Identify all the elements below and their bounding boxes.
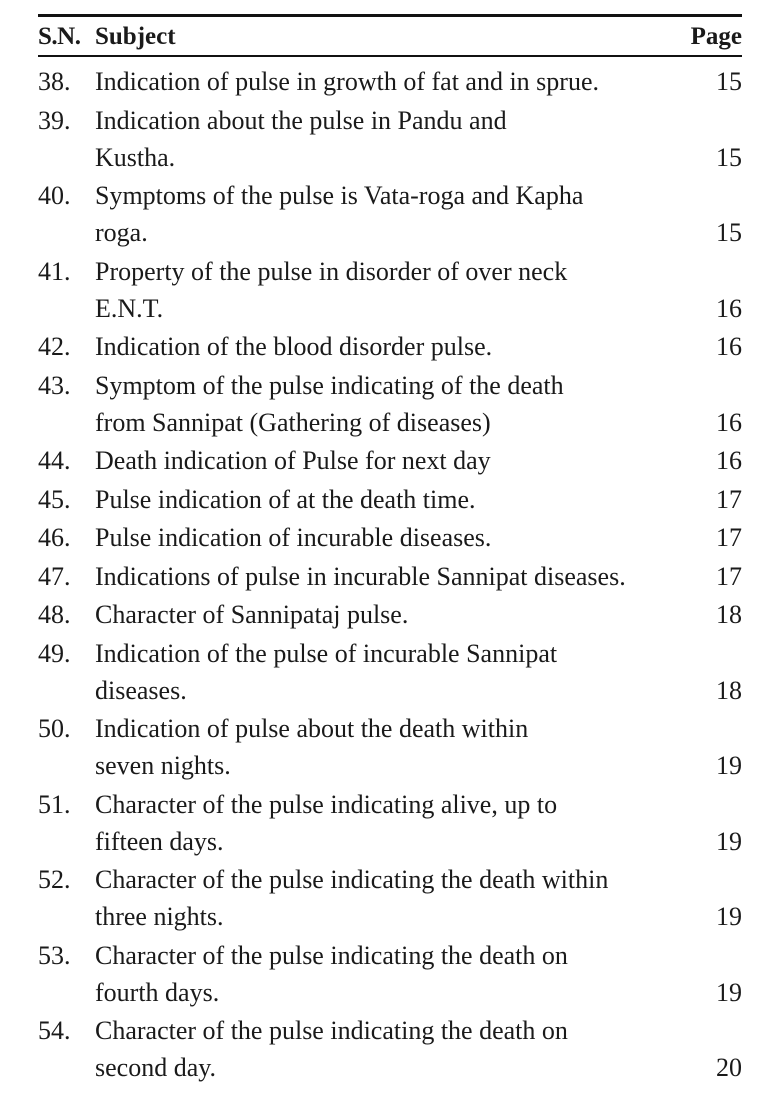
entry-subject-line: seven nights. — [95, 751, 231, 780]
entry-subject-line: roga. — [95, 218, 148, 247]
list-item — [38, 596, 742, 633]
entry-subject-line: Character of the pulse indicating the death on — [95, 940, 568, 970]
entry-subject — [95, 481, 698, 518]
entry-number: 43. — [38, 370, 71, 400]
entry-subject-line: fourth days. — [95, 977, 220, 1007]
list-item — [38, 786, 742, 860]
entry-subject — [95, 519, 698, 556]
entry-page: 16 — [716, 446, 742, 475]
entry-number: 42. — [38, 332, 71, 361]
entry-page: 19 — [716, 826, 742, 856]
entry-page: 19 — [716, 902, 742, 931]
entry-page: 18 — [716, 675, 742, 705]
entry-number: 53. — [38, 940, 71, 970]
entry-subject-line: Indication of pulse in growth of fat and in sprue. — [95, 67, 599, 96]
list-item — [38, 861, 742, 935]
entry-subject — [95, 861, 698, 935]
entry-subject-line: Character of the pulse indicating the death within — [95, 865, 609, 894]
list-item — [38, 635, 742, 709]
list-item — [38, 328, 742, 365]
entry-subject-line: Indication about the pulse in Pandu and — [95, 105, 507, 135]
entry-subject — [95, 635, 698, 709]
entry-subject-line: Indication of pulse about the death within — [95, 714, 529, 743]
entry-subject-line: Indication of the pulse of incurable Sannipat — [95, 638, 558, 668]
entry-number: 44. — [38, 446, 71, 475]
entry-subject-line: diseases. — [95, 675, 187, 705]
list-item — [38, 481, 742, 518]
entry-subject — [95, 63, 698, 100]
entry-subject-line: Property of the pulse in disorder of over neck — [95, 256, 568, 286]
entry-number: 50. — [38, 714, 71, 743]
entry-subject — [95, 253, 698, 327]
entry-number: 47. — [38, 561, 71, 591]
entry-subject-line: Character of the pulse indicating alive, up to — [95, 789, 558, 819]
header-subject: Subject — [95, 23, 176, 50]
entry-number: 54. — [38, 1016, 71, 1045]
entry-subject-line: Death indication of Pulse for next day — [95, 446, 491, 475]
entry-number: 45. — [38, 484, 71, 514]
entry-subject-line: Pulse indication of incurable diseases. — [95, 523, 492, 552]
list-item — [38, 253, 742, 327]
entry-subject — [95, 1012, 698, 1086]
list-item — [38, 177, 742, 251]
entry-page: 15 — [716, 67, 742, 96]
entry-number: 51. — [38, 789, 71, 819]
entry-subject — [95, 442, 698, 479]
list-item — [38, 102, 742, 176]
header-page: Page — [690, 23, 742, 50]
list-item — [38, 558, 742, 595]
list-item — [38, 1012, 742, 1086]
list-item — [38, 710, 742, 784]
entry-subject-line: fifteen days. — [95, 826, 224, 856]
entry-number: 41. — [38, 256, 71, 286]
entry-page: 15 — [716, 218, 742, 247]
list-item — [38, 519, 742, 556]
entry-page: 17 — [716, 523, 742, 552]
entry-page: 16 — [716, 332, 742, 361]
entry-subject — [95, 177, 698, 251]
entry-page: 16 — [716, 407, 742, 437]
entry-subject — [95, 102, 698, 176]
entry-page: 18 — [716, 600, 742, 629]
entry-subject-line: second day. — [95, 1053, 217, 1082]
entry-subject — [95, 710, 698, 784]
entry-subject-line: Indications of pulse in incurable Sannipat diseases. — [95, 561, 626, 591]
entry-number: 39. — [38, 105, 71, 135]
entry-subject-line: Symptoms of the pulse is Vata-roga and Kapha — [95, 181, 584, 210]
entry-subject-line: from Sannipat (Gathering of diseases) — [95, 407, 491, 437]
list-item — [38, 367, 742, 441]
entry-number: 49. — [38, 638, 71, 668]
list-item — [38, 937, 742, 1011]
entry-subject-line: Pulse indication of at the death time. — [95, 484, 476, 514]
list-item — [38, 442, 742, 479]
table-header — [38, 17, 742, 55]
header-rule — [38, 55, 742, 57]
entry-subject-line: E.N.T. — [95, 293, 164, 323]
list-item — [38, 63, 742, 100]
entry-number: 48. — [38, 600, 71, 629]
entry-subject — [95, 937, 698, 1011]
entry-page: 17 — [716, 561, 742, 591]
entry-subject — [95, 558, 698, 595]
entry-page: 19 — [716, 977, 742, 1007]
entry-number: 52. — [38, 865, 71, 894]
contents-page — [38, 14, 742, 1088]
entry-number: 46. — [38, 523, 71, 552]
entry-number: 38. — [38, 67, 71, 96]
entry-page: 15 — [716, 142, 742, 172]
entry-page: 17 — [716, 484, 742, 514]
entry-subject — [95, 596, 698, 633]
entry-subject — [95, 786, 698, 860]
entry-subject-line: Kustha. — [95, 142, 176, 172]
entry-subject-line: Character of Sannipataj pulse. — [95, 600, 409, 629]
entry-subject — [95, 367, 698, 441]
entry-subject-line: Indication of the blood disorder pulse. — [95, 332, 493, 361]
entry-page: 20 — [716, 1053, 742, 1082]
entry-subject — [95, 328, 698, 365]
entry-number: 40. — [38, 181, 71, 210]
entry-subject-line: Symptom of the pulse indicating of the death — [95, 370, 564, 400]
entry-subject-line: three nights. — [95, 902, 224, 931]
entry-subject-line: Character of the pulse indicating the death on — [95, 1016, 568, 1045]
entries-list — [38, 63, 742, 1086]
entry-page: 19 — [716, 751, 742, 780]
entry-page: 16 — [716, 293, 742, 323]
header-sn: S.N. — [38, 23, 81, 50]
